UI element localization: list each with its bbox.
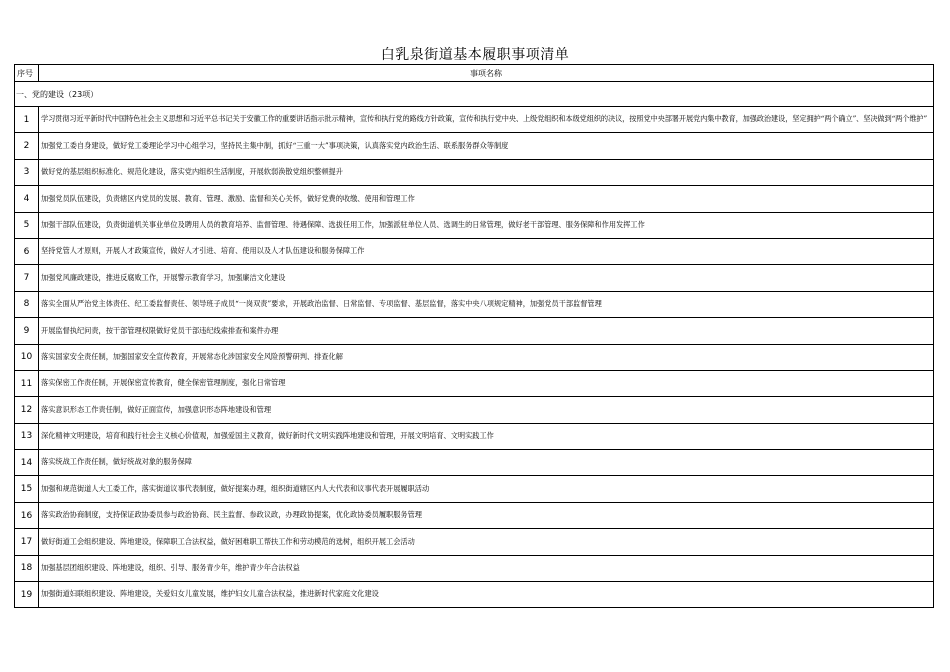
header-no: 序号 bbox=[15, 65, 39, 82]
table-row bbox=[15, 555, 934, 581]
table-row bbox=[15, 582, 934, 608]
table-row bbox=[15, 397, 934, 423]
item-number: 4 bbox=[15, 186, 39, 212]
item-number: 7 bbox=[15, 265, 39, 291]
item-number: 10 bbox=[15, 344, 39, 370]
item-number: 8 bbox=[15, 291, 39, 317]
item-number: 15 bbox=[15, 476, 39, 502]
item-number: 1 bbox=[15, 107, 39, 133]
item-number: 12 bbox=[15, 397, 39, 423]
table-row bbox=[15, 107, 934, 133]
table-row bbox=[15, 529, 934, 555]
table-row bbox=[15, 318, 934, 344]
item-number: 5 bbox=[15, 212, 39, 238]
item-text: 做好党的基层组织标准化、规范化建设，落实党内组织生活制度，开展软弱涣散党组织整顿提升 bbox=[39, 159, 934, 185]
table-row bbox=[15, 423, 934, 449]
item-number: 17 bbox=[15, 529, 39, 555]
table-row bbox=[15, 159, 934, 185]
item-text: 加强党风廉政建设，推进反腐败工作，开展警示教育学习，加强廉洁文化建设 bbox=[39, 265, 934, 291]
table-row bbox=[15, 476, 934, 502]
item-text: 落实全面从严治党主体责任、纪工委监督责任、领导班子成员“一岗双责”要求，开展政治监督、日常监督、专项监督、基层监督，落实中央八项规定精神，加强党员干部监督管理 bbox=[39, 291, 934, 317]
table-row bbox=[15, 212, 934, 238]
duty-table bbox=[14, 64, 934, 608]
item-number: 3 bbox=[15, 159, 39, 185]
table-row bbox=[15, 291, 934, 317]
item-text: 做好街道工会组织建设、阵地建设，保障职工合法权益，做好困难职工帮扶工作和劳动模范的选树，组织开展工会活动 bbox=[39, 529, 934, 555]
item-text: 加强党工委自身建设，做好党工委理论学习中心组学习，坚持民主集中制，抓好“三重一大”事项决策，认真落实党内政治生活、联系服务群众等制度 bbox=[39, 133, 934, 159]
table-row bbox=[15, 186, 934, 212]
section-row bbox=[15, 82, 934, 107]
item-number: 18 bbox=[15, 555, 39, 581]
item-number: 19 bbox=[15, 582, 39, 608]
item-text: 坚持党管人才原则，开展人才政策宣传，做好人才引进、培育、使用以及人才队伍建设和服务保障工作 bbox=[39, 238, 934, 264]
item-number: 9 bbox=[15, 318, 39, 344]
table-row bbox=[15, 502, 934, 528]
item-number: 2 bbox=[15, 133, 39, 159]
item-text: 学习贯彻习近平新时代中国特色社会主义思想和习近平总书记关于安徽工作的重要讲话指示批示精神，宣传和执行党的路线方针政策，宣传和执行党中央、上级党组织和本级党组织的决议，按照党中央部署开展党内集中教育，加强政治建设，坚定拥护“两个确立”、坚决做到“两个维护” bbox=[39, 107, 934, 133]
item-text: 加强干部队伍建设，负责街道机关事业单位及聘用人员的教育培养、监督管理、待遇保障、选拔任用工作，加强派驻单位人员、选调生的日常管理，做好老干部管理、服务保障和作用发挥工作 bbox=[39, 212, 934, 238]
item-text: 落实统战工作责任制，做好统战对象的服务保障 bbox=[39, 450, 934, 476]
item-text: 落实意识形态工作责任制，做好正面宣传，加强意识形态阵地建设和管理 bbox=[39, 397, 934, 423]
item-text: 加强和规范街道人大工委工作，落实街道议事代表制度，做好提案办理，组织街道辖区内人大代表和议事代表开展履职活动 bbox=[39, 476, 934, 502]
table-row bbox=[15, 238, 934, 264]
table-row bbox=[15, 344, 934, 370]
item-text: 落实国家安全责任制，加强国家安全宣传教育，开展常态化涉国家安全风险预警研判、排查化解 bbox=[39, 344, 934, 370]
item-text: 落实保密工作责任制，开展保密宣传教育，健全保密管理制度，强化日常管理 bbox=[39, 370, 934, 396]
table-row bbox=[15, 450, 934, 476]
item-number: 6 bbox=[15, 238, 39, 264]
page-title: 白乳泉街道基本履职事项清单 bbox=[380, 47, 570, 63]
item-number: 11 bbox=[15, 370, 39, 396]
table-row bbox=[15, 370, 934, 396]
table-row bbox=[15, 133, 934, 159]
item-text: 深化精神文明建设，培育和践行社会主义核心价值观，加强爱国主义教育，做好新时代文明实践阵地建设和管理，开展文明培育、文明实践工作 bbox=[39, 423, 934, 449]
item-text: 加强党员队伍建设，负责辖区内党员的发展、教育、管理、激励、监督和关心关怀，做好党费的收缴、使用和管理工作 bbox=[39, 186, 934, 212]
item-text: 落实政治协商制度，支持保证政协委员参与政治协商、民主监督、参政议政，办理政协提案，优化政协委员履职服务管理 bbox=[39, 502, 934, 528]
section-title: 一、党的建设（23项） bbox=[15, 82, 934, 107]
item-number: 13 bbox=[15, 423, 39, 449]
item-text: 加强街道妇联组织建设、阵地建设，关爱妇女儿童发展，维护妇女儿童合法权益，推进新时代家庭文化建设 bbox=[39, 582, 934, 608]
item-number: 14 bbox=[15, 450, 39, 476]
table-header-row bbox=[15, 65, 934, 82]
item-number: 16 bbox=[15, 502, 39, 528]
table-row bbox=[15, 265, 934, 291]
item-text: 加强基层团组织建设、阵地建设，组织、引导、服务青少年，维护青少年合法权益 bbox=[39, 555, 934, 581]
item-text: 开展监督执纪问责，按干部管理权限做好党员干部违纪线索排查和案件办理 bbox=[39, 318, 934, 344]
header-name: 事项名称 bbox=[39, 65, 934, 82]
